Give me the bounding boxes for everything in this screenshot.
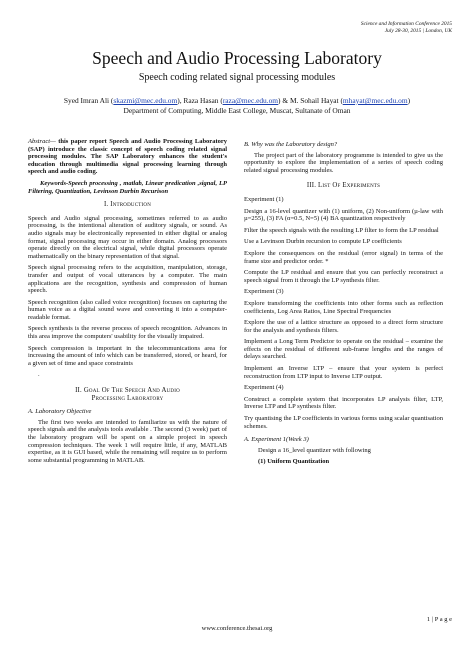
intro-paragraph: Speech recognition (also called voice recognition) focuses on capturing the human voice as a digital sound wave and converting it into a computer-readable format. xyxy=(28,298,227,321)
conference-header xyxy=(232,21,452,34)
experiment-heading: Experiment (1) xyxy=(244,195,284,203)
conference-name: Science and Information Conference 2015 xyxy=(360,21,452,27)
paper-title: Speech and Audio Processing Laboratory xyxy=(92,48,382,68)
left-column xyxy=(28,138,227,468)
experiment-item: Construct a complete system that incorporates LP analysis filter, LTP, Inverse LTP and LP synthesis filter. xyxy=(244,395,443,411)
author-3-email-link[interactable]: mhayat@mec.edu.om xyxy=(342,96,408,105)
uniform-quantization-heading: (1) Uniform Quantization xyxy=(258,458,330,466)
author-1: Syed Imran Ali ( xyxy=(63,96,114,105)
design-line: Design a 16_level quantizer with following xyxy=(258,446,371,454)
paper-subtitle: Speech coding related signal processing modules xyxy=(138,72,336,83)
section-heading-goal-line1: II. Goal Of The Speech And Audio xyxy=(75,387,180,395)
affiliation: Department of Computing, Middle East College, Muscat, Sultanate of Oman xyxy=(123,106,351,115)
author-1-email-link[interactable]: skazmi@mec.edu.om xyxy=(113,96,178,105)
section-heading-introduction: I. Introduction xyxy=(103,201,152,209)
subsection-heading-why: B. Why was the Laboratory design? xyxy=(244,141,338,148)
experiment-item: Try quantising the LP coefficients in various forms using scalar quantisation schemes. xyxy=(244,415,443,430)
author-line xyxy=(0,96,474,105)
why-paragraph: The project part of the laboratory programme is intended to give us the opportunity to explore the implementation of a series of speech coding related signal processing modules. xyxy=(244,151,443,174)
experiment-item: Implement a Long Term Predictor to operate on the residual – examine the effects on the residual of different sub-frame lengths and the ranges of delays searched. xyxy=(244,338,443,361)
subsection-heading-experiment1: A. Experiment 1(Week 3) xyxy=(244,436,309,444)
conference-date: July 28-30, 2015 | London, UK xyxy=(384,27,452,34)
experiment-heading: Experiment (4) xyxy=(244,384,284,392)
section-heading-goal-line2: Processing Laboratory xyxy=(91,394,164,402)
subsection-heading-objective: A. Laboratory Objective xyxy=(28,408,92,416)
author-2: ), Raza Hasan ( xyxy=(177,96,223,105)
intro-paragraph: Speech and Audio signal processing, sometimes referred to as audio processing, is the intentional alteration of auditory signals, or sound. As audio signals may be electronically represented in either digital or analog format, signal processing may occur in either domain. Analog processors operate directly on the electrical signal, while digital processors operate mathematically on the binary representation of that signal. xyxy=(28,214,227,260)
intro-paragraph: Speech synthesis is the reverse process of speech recognition. Advances in this area improve the computers' usability for the visually impaired. xyxy=(28,325,227,341)
right-column xyxy=(244,138,443,470)
abstract-body: this paper report Speech and Audio Processing Laboratory (SAP) introduce the classic concept of speech coding related signal processing modules. The SAP Laboratory enhances the student's education through multimedia signal processing learning through speech and audio coding. xyxy=(28,138,227,176)
author-line-tail: ) xyxy=(407,96,411,105)
abstract-lead: Abstract— xyxy=(28,138,56,145)
intro-paragraph: Speech compression is important in the telecommunications area for increasing the amount of info which can be transferred, stored, or heard, for a given set of time and space constraints xyxy=(28,344,227,367)
stray-dot: . xyxy=(38,371,40,379)
footer-url: www.conference.thesai.org xyxy=(201,625,273,632)
keywords: Keywords-Speech processing , matlab, Linear predication ,signal, LP Filtering, Quantization, Levinson Durbin Recurison xyxy=(28,179,227,195)
experiment-item: Design a 16-level quantizer with (1) uniform, (2) Non-uniform (µ-law with µ=255), (3) FA (α=0.5, N=5) (4) BA quantization respectively xyxy=(244,207,443,223)
page-number: 1 | P a g e xyxy=(426,616,452,623)
experiment-heading: Experiment (3) xyxy=(244,288,284,296)
section-heading-experiments: III. List Of Experiments xyxy=(306,182,381,190)
experiment-item: Implement an Inverse LTP – ensure that your system is perfect reconstruction from LTP input to Inverse LTP output. xyxy=(244,365,443,380)
experiment-item: Explore the consequences on the residual (error signal) in terms of the frame size and predictor order. * xyxy=(244,249,443,265)
author-2-email-link[interactable]: raza@mec.edu.om xyxy=(222,96,279,105)
experiment-item: Explore the use of a lattice structure as opposed to a direct form structure for the analysis and synthesis filters. xyxy=(244,319,443,334)
experiment-item: Explore transforming the coefficients into other forms such as reflection coefficients, Log Area Ratios, Line Spectral Frequencies xyxy=(244,299,443,315)
author-3: ) & M. Sohail Hayat ( xyxy=(278,96,343,105)
experiment-item: Use a Levinson Durbin recursion to compute LP coefficients xyxy=(244,238,402,246)
intro-paragraph: Speech signal processing refers to the acquisition, manipulation, storage, transfer and output of vocal utterances by a computer. The main applications are the recognition, synthesis and compression of human speech. xyxy=(28,264,227,295)
experiment-item: Filter the speech signals with the resulting LP filter to form the LP residual xyxy=(244,226,439,234)
experiment-item: Compute the LP residual and ensure that you can perfectly reconstruct a speech signal from it through the LP synthesis filter. xyxy=(244,269,443,284)
objective-paragraph: The first two weeks are intended to familiarize us with the nature of speech signals and the analysis tools available . The second (3 week) part of the laboratory program will be spent on a simple project in speech compression techniques. The week 1 will require little, if any, MATLAB expertise, as it is GUI based, while the remaining will require us to perform some substantial programming in MATLAB. xyxy=(28,418,227,464)
section-heading-goal xyxy=(28,387,227,402)
abstract xyxy=(28,138,227,176)
